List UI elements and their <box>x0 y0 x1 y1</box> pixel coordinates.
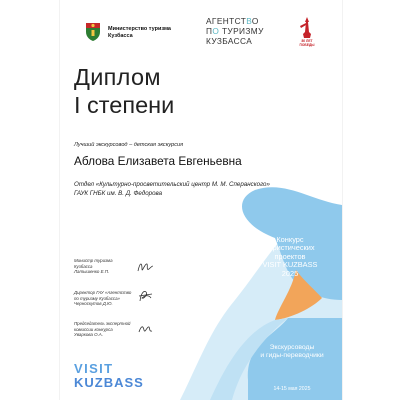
nomination-text: Лучший экскурсовод – детская экскурсия <box>74 142 184 148</box>
signature-line: Черноскутов Д.Ю. <box>74 301 113 307</box>
signature-mark <box>136 260 154 274</box>
contest-line: VISIT KUZBASS <box>262 260 318 270</box>
diploma-sheet <box>59 0 343 400</box>
signature-line: Кузбасса <box>74 263 93 269</box>
ministry-name-line: Кузбасса <box>108 33 133 39</box>
ministry-name <box>108 26 178 40</box>
signature-block-director <box>74 290 132 307</box>
contest-title <box>244 236 336 278</box>
agency-highlight-letter: О <box>212 26 220 36</box>
brand-line-visit: VISIT <box>74 361 114 376</box>
category-line: и гиды-переводчики <box>260 352 324 359</box>
agency-line-3: КУЗБАССА <box>206 36 253 46</box>
contest-line: Конкурс <box>276 235 304 244</box>
signature-line: комиссии конкурса <box>74 326 113 332</box>
signature-line: Председатель экспертной <box>74 321 131 326</box>
signature-mark <box>136 322 154 336</box>
diploma-degree: I степени <box>74 92 175 118</box>
contest-line: 2025 <box>281 268 299 278</box>
signature-line: Министр туризма <box>74 258 113 263</box>
victory-line: ПОБЕДЫ <box>299 43 315 47</box>
signature-line: Уваркова О.А. <box>74 332 103 338</box>
agency-line-2: ПО ТУРИЗМУ <box>206 26 264 36</box>
organization-line: ГАУК ГНБК им. В. Д. Федорова <box>74 190 163 197</box>
agency-line-1: АГЕНТСТВО <box>206 16 259 26</box>
decorative-shapes <box>60 0 342 400</box>
contest-line: проектов <box>274 251 306 261</box>
contest-dates: 14-15 мая 2025 <box>273 386 311 392</box>
diploma-title: Диплом <box>74 64 161 90</box>
category-line: Экскурсоводы <box>269 344 315 351</box>
recipient-name: Аблова Елизавета Евгеньевна <box>74 154 242 168</box>
signature-line: Латышенко Е.П. <box>74 269 110 275</box>
contest-line: туристических <box>265 243 315 253</box>
ministry-emblem-icon <box>82 20 104 42</box>
signature-line: Директор ГАУ «Агентство <box>74 290 132 295</box>
signature-block-minister <box>74 258 132 275</box>
signature-mark <box>136 289 154 303</box>
agency-highlight-letter: В <box>246 16 252 26</box>
visit-kuzbass-logo <box>74 362 144 390</box>
ministry-name-line: Министерство туризма <box>108 26 171 32</box>
brand-line-kuzbass: KUZBASS <box>74 375 144 390</box>
victory-line: 80 ЛЕТ <box>301 39 313 43</box>
signature-line: по туризму Кузбасса» <box>74 295 120 301</box>
organization-line: Отдел «Культурно-просветительский центр М. М. Сперанского» <box>74 181 270 188</box>
signature-block-chair <box>74 321 132 338</box>
victory-caption <box>294 39 320 47</box>
agency-name <box>206 16 306 46</box>
contest-category <box>248 344 336 360</box>
